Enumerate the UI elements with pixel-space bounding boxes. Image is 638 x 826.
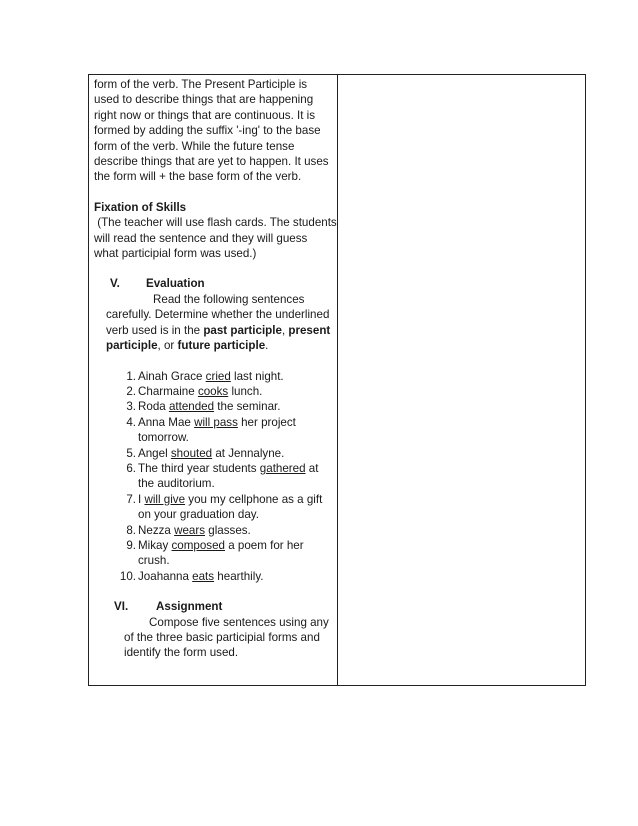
assignment-title: Assignment <box>156 600 223 614</box>
assignment-heading <box>114 599 333 614</box>
list-item: 4. Anna Mae will pass her project tomorrow. <box>126 415 296 445</box>
list-item: 8. Nezza wears glasses. <box>126 523 251 537</box>
intro-line: form of the verb. The Present Participle is <box>94 78 308 91</box>
intro-line: used to describe things that are happening <box>94 93 314 107</box>
list-item: 9. Mikay composed a poem for her crush. <box>126 538 304 568</box>
evaluation-title: Evaluation <box>146 277 205 291</box>
assignment-number: VI. <box>114 600 129 614</box>
fixation-paragraph <box>94 215 337 261</box>
list-item: 2. Charmaine cooks lunch. <box>126 384 263 398</box>
list-item: 6. The third year students gathered at the auditorium. <box>126 461 319 491</box>
list-item: 3. Roda attended the seminar. <box>126 400 281 414</box>
list-item: 1. Ainah Grace cried last night. <box>126 369 284 383</box>
list-item: 7. I will give you my cellphone as a gift on your graduation day. <box>126 492 323 522</box>
lesson-plan-table <box>88 74 586 686</box>
evaluation-number: V. <box>110 277 120 291</box>
list-item: 5. Angel shouted at Jennalyne. <box>126 446 285 460</box>
intro-line: form of the verb. While the future tense <box>94 139 295 153</box>
intro-line: the form will + the base form of the verb. <box>94 170 302 184</box>
left-column-cell <box>89 75 338 685</box>
fixation-heading: Fixation of Skills <box>94 200 187 214</box>
evaluation-heading <box>110 276 333 291</box>
intro-line: right now or things that are continuous. It is <box>94 108 316 122</box>
right-column-cell <box>338 75 585 685</box>
fixation-line: what participial form was used.) <box>94 247 257 261</box>
intro-line: formed by adding the suffix '-ing' to the base <box>94 124 321 138</box>
evaluation-instruction: Read the following sentences carefully. Determine whether the underlined verb used is in the past participle, present participle, or future participle. <box>106 292 331 353</box>
intro-paragraph <box>94 77 333 185</box>
fixation-line: (The teacher will use flash cards. The students <box>94 216 337 230</box>
assignment-text-block <box>124 615 333 661</box>
assignment-text: Compose five sentences using any of the three basic participial forms and identify the form used. <box>124 615 329 660</box>
intro-line: describe things that are yet to happen. It uses <box>94 155 329 169</box>
evaluation-items-list <box>118 369 333 585</box>
list-item: 10. Joahanna eats hearthily. <box>119 569 264 583</box>
fixation-line: will read the sentence and they will guess <box>94 231 308 245</box>
